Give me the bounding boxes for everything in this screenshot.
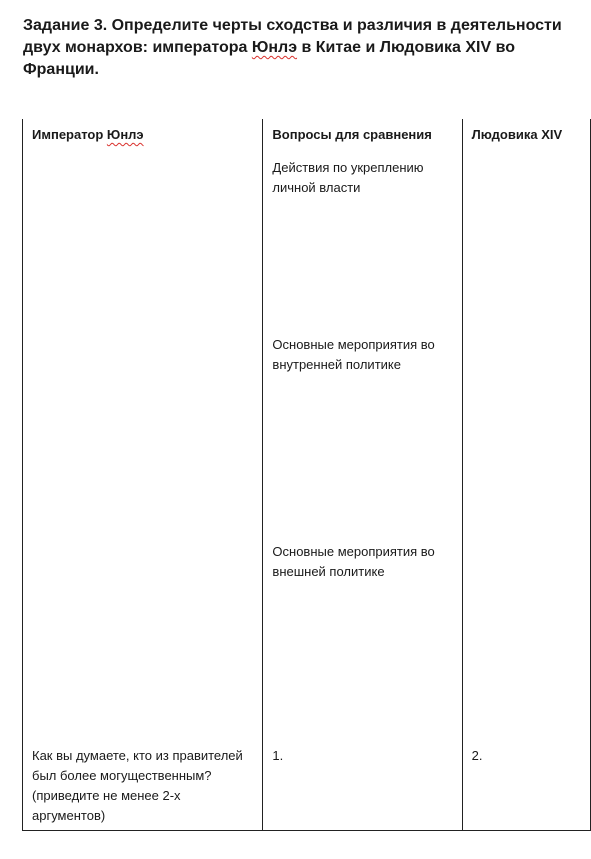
answer-cell-louis[interactable] — [462, 153, 590, 330]
header-emperor-name: Юнлэ — [106, 127, 144, 142]
argument-2-label: 2. — [471, 748, 483, 763]
final-question-cell — [23, 744, 263, 831]
header-emperor-prefix: Император — [32, 127, 107, 142]
header-louis-label: Людовика XIV — [471, 127, 563, 142]
answer-cell-yongle[interactable] — [23, 153, 263, 330]
header-questions-label: Вопросы для сравнения — [272, 127, 432, 142]
question-foreign-policy: Основные мероприятия во внешней политике — [272, 544, 435, 579]
table-row-final — [23, 744, 591, 831]
table-row — [23, 330, 591, 537]
answer-cell-louis[interactable] — [462, 537, 590, 744]
argument-cell-1[interactable] — [263, 744, 462, 831]
answer-cell-louis[interactable] — [462, 330, 590, 537]
final-question-prompt: Как вы думаете, кто из правителей был более могущественным? (приведите не менее 2-х аргументов) — [32, 748, 243, 823]
question-power: Действия по укреплению личной власти — [272, 160, 424, 195]
question-domestic-policy: Основные мероприятия во внутренней политике — [272, 337, 435, 372]
header-emperor-yongle — [23, 119, 263, 153]
argument-cell-2[interactable] — [462, 744, 590, 831]
answer-cell-yongle[interactable] — [23, 330, 263, 537]
question-cell — [263, 330, 462, 537]
argument-1-label: 1. — [272, 748, 284, 763]
question-cell — [263, 153, 462, 330]
task-text-start: Задание 3. Определите черты сходства и различия в деятельности двух монархов: императора — [23, 17, 562, 56]
question-cell — [263, 537, 462, 744]
table-header-row — [23, 119, 591, 153]
ruler-name-yongle: Юнлэ — [251, 39, 298, 56]
task-text-end: в Китае и Людовика XIV во Франции. — [23, 39, 515, 78]
answer-cell-yongle[interactable] — [23, 537, 263, 744]
table-row — [23, 537, 591, 744]
header-louis-xiv — [462, 119, 590, 153]
task-title — [23, 15, 579, 81]
table-row — [23, 153, 591, 330]
comparison-table — [22, 119, 591, 831]
header-questions — [263, 119, 462, 153]
